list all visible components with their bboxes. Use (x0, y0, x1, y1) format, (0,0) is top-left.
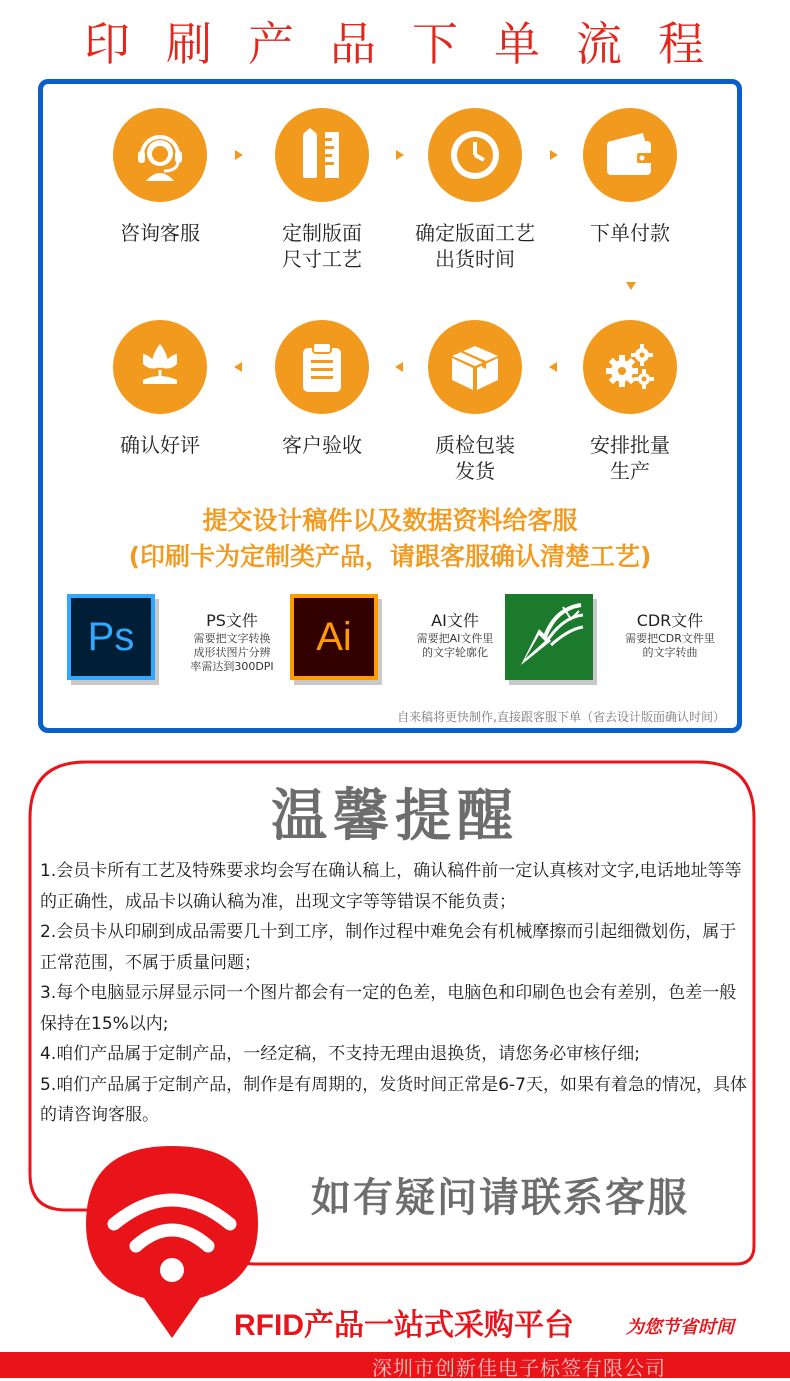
coreldraw-logo-icon (505, 594, 593, 680)
title-char: 程 (658, 17, 704, 71)
title-char: 单 (494, 17, 540, 71)
rule-item: 1.会员卡所有工艺及特殊要求均会写在确认稿上，确认稿件前一定认真核对文字,电话地址等等的正确性，成品卡以确认稿为准，出现文字等等错误不能负责； (40, 861, 742, 912)
title-char: 印 (84, 17, 130, 71)
headset-agent-icon (113, 108, 207, 202)
step-label: 咨询客服 (120, 221, 200, 245)
package-box-icon (428, 320, 522, 414)
flower-icon (113, 320, 207, 414)
step-acceptance (242, 320, 402, 458)
company-name: 深圳市创新佳电子标签有限公司 (372, 1356, 666, 1380)
rule-item: 3.每个电脑显示屏显示同一个图片都会有一定的色差，电脑色和印刷色也会有差别，色差一般保持在15%以内; (40, 983, 737, 1034)
title-char: 下 (412, 17, 458, 71)
submit-heading: 提交设计稿件以及数据资料给客服 (202, 506, 578, 535)
title-char: 产 (248, 17, 294, 71)
file-type-name: PS文件 (206, 611, 258, 630)
process-panel (38, 79, 742, 733)
title-char: 品 (330, 17, 376, 71)
flow-arrow-left (234, 362, 242, 372)
reminder-rules (40, 856, 752, 1131)
step-label: 质检包装 发货 (435, 433, 515, 483)
step-production (550, 320, 710, 484)
clipboard-icon (275, 320, 369, 414)
file-type-name: AI文件 (431, 611, 479, 630)
submit-subheading: (印刷卡为定制类产品，请跟客服确认清楚工艺) (128, 542, 652, 571)
step-pay (550, 108, 710, 246)
reminder-title: 温馨提醒 (271, 784, 519, 849)
ruler-pencil-icon (275, 108, 369, 202)
rfid-signal-pin-icon (86, 1142, 258, 1342)
rule-item: 5.咱们产品属于定制产品，制作是有周期的，发货时间正常是6-7天，如果有着急的情况，具体的请咨询客服。 (40, 1074, 747, 1125)
step-label: 安排批量 生产 (590, 433, 670, 483)
rule-item: 4.咱们产品属于定制产品，一经定稿，不支持无理由退换货，请您务必审核仔细; (40, 1044, 640, 1064)
direct-order-note: 自来稿将更快制作,直接跟客服下单（省去设计版面确认时间） (397, 710, 725, 724)
step-label: 定制版面 尺寸工艺 (282, 221, 362, 271)
rfid-slogan: RFID产品一站式采购平台 (234, 1309, 574, 1342)
file-type-desc: 需要把CDR文件里 的文字转曲 (625, 632, 715, 659)
step-label: 客户验收 (282, 433, 362, 457)
rule-item: 2.会员卡从印刷到成品需要几十到工序，制作过程中难免会有机械摩擦而引起细微划伤，属于正常范围，不属于质量问题； (40, 922, 737, 973)
file-type-name: CDR文件 (636, 611, 704, 630)
step-qc-ship (395, 320, 555, 484)
step-consult (80, 108, 240, 246)
clock-icon (428, 108, 522, 202)
page-title (0, 12, 790, 76)
file-type-desc: 需要把文字转换 成形状图片分辨 率需达到300DPI (190, 632, 274, 673)
step-customize (242, 108, 402, 272)
contact-service-text: 如有疑问请联系客服 (311, 1175, 689, 1221)
step-confirm-layout (395, 108, 555, 272)
photoshop-logo-icon (67, 594, 155, 680)
ai-logo-text: Ai (316, 614, 352, 659)
gears-icon (583, 320, 677, 414)
flow-arrow-down (626, 282, 636, 290)
ps-logo-text: Ps (87, 614, 135, 659)
file-type-desc: 需要把AI文件里 的文字轮廓化 (416, 632, 494, 659)
step-label: 确定版面工艺 出货时间 (415, 221, 535, 271)
illustrator-logo-icon (290, 594, 378, 680)
save-time-tagline: 为您节省时间 (626, 1317, 734, 1338)
step-confirm-review (80, 320, 240, 458)
title-char: 流 (576, 17, 622, 71)
step-label: 确认好评 (120, 433, 200, 457)
wallet-icon (583, 108, 677, 202)
step-label: 下单付款 (590, 221, 670, 245)
title-char: 刷 (166, 17, 212, 71)
